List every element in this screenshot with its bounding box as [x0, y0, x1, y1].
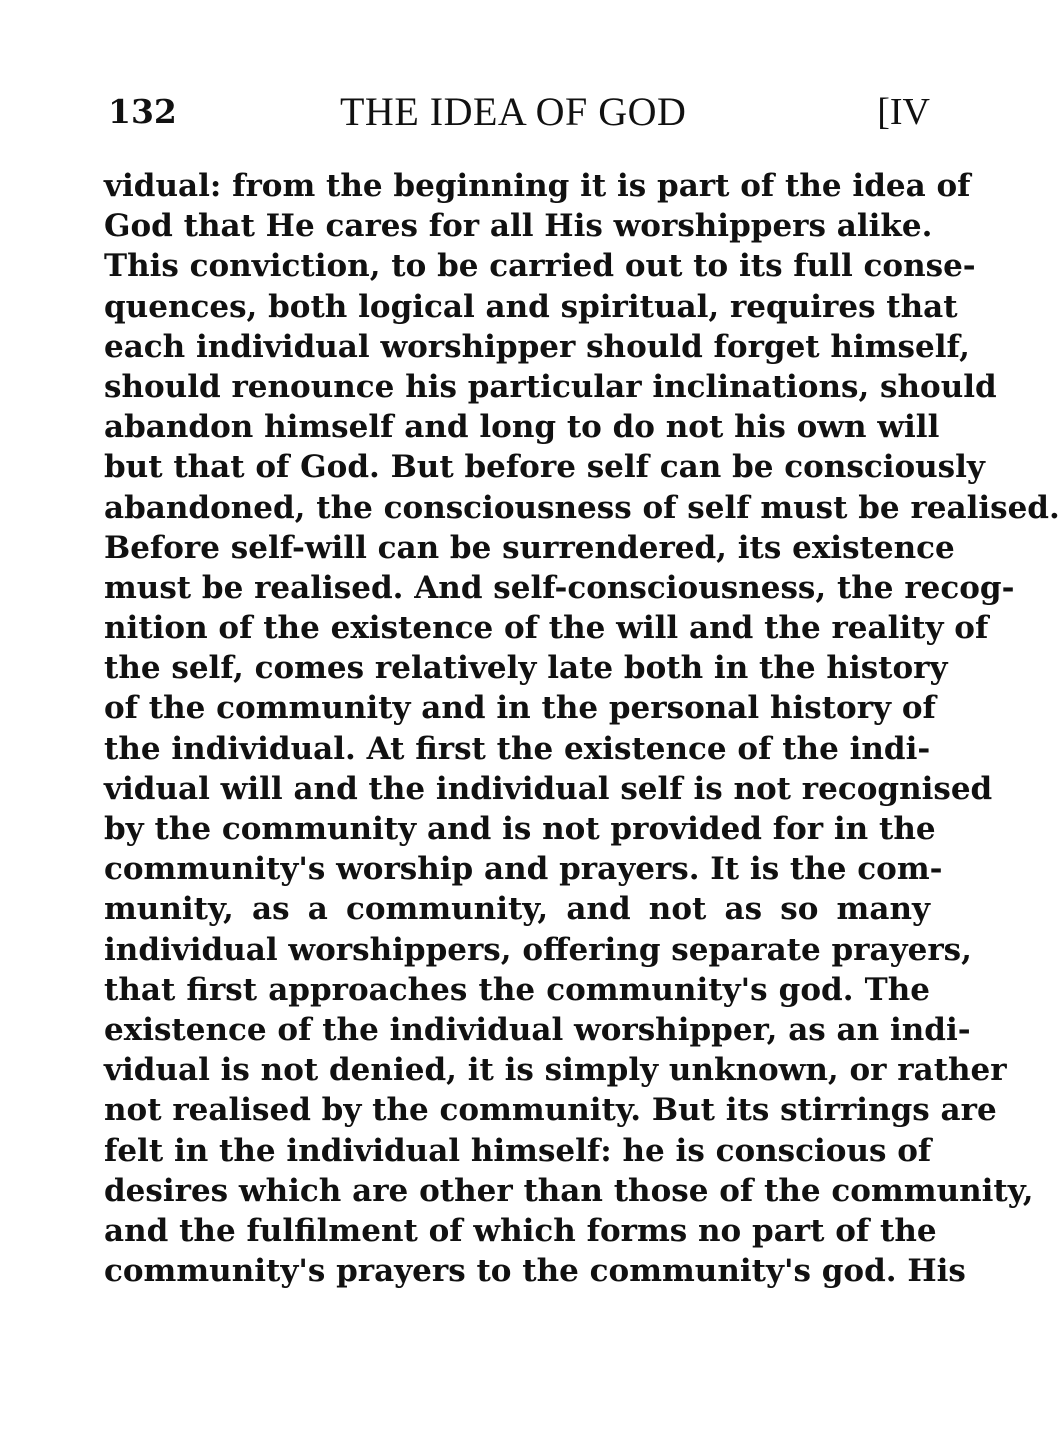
text-line: must be realised. And self-consciousness, the recog-	[104, 569, 1015, 606]
text-line: that first approaches the community's god. The	[104, 971, 930, 1008]
text-line: vidual will and the individual self is not recognised	[104, 770, 993, 807]
text-line: vidual: from the beginning it is part of the idea of	[104, 168, 971, 204]
text-line: God that He cares for all His worshippers alike.	[104, 208, 933, 245]
text-line: not realised by the community. But its stirrings are	[104, 1092, 997, 1129]
text-line: Before self-will can be surrendered, its existence	[104, 529, 955, 566]
text-line: should renounce his particular inclinations, should	[104, 368, 997, 405]
text-line: but that of God. But before self can be consciously	[104, 449, 985, 486]
text-line: abandoned, the consciousness of self must be realised.	[104, 489, 1060, 526]
text-line: the individual. At first the existence of the indi-	[104, 730, 931, 767]
text-line: community's worship and prayers. It is the com-	[104, 851, 943, 888]
text-line: munity, as a community, and not as so many	[104, 891, 930, 928]
text-line: the self, comes relatively late both in the history	[104, 650, 948, 687]
text-line: by the community and is not provided for in the	[104, 811, 936, 847]
text-line: abandon himself and long to do not his own will	[104, 409, 940, 446]
text-line: This conviction, to be carried out to its full conse-	[104, 248, 976, 285]
text-line: quences, both logical and spiritual, requires that	[104, 288, 958, 325]
text-line: felt in the individual himself: he is conscious of	[104, 1132, 932, 1169]
text-line: and the fulfilment of which forms no part of the	[104, 1212, 937, 1249]
text-line: vidual is not denied, it is simply unknown, or rather	[104, 1052, 1007, 1089]
text-line: nition of the existence of the will and the reality of	[104, 610, 989, 647]
text-line: existence of the individual worshipper, as an indi-	[104, 1011, 971, 1048]
text-line: each individual worshipper should forget himself,	[104, 328, 970, 365]
chapter-marker: [IV	[877, 91, 930, 133]
body-text	[104, 166, 1060, 1291]
page-number: 132	[108, 92, 177, 131]
text-line: individual worshippers, offering separate prayers,	[104, 931, 972, 968]
text-line: community's prayers to the community's god. His	[104, 1253, 966, 1290]
running-title: THE IDEA OF GOD	[340, 89, 687, 134]
text-line: of the community and in the personal history of	[104, 690, 936, 727]
running-header	[108, 89, 930, 134]
text-line: desires which are other than those of the community,	[104, 1172, 1034, 1209]
